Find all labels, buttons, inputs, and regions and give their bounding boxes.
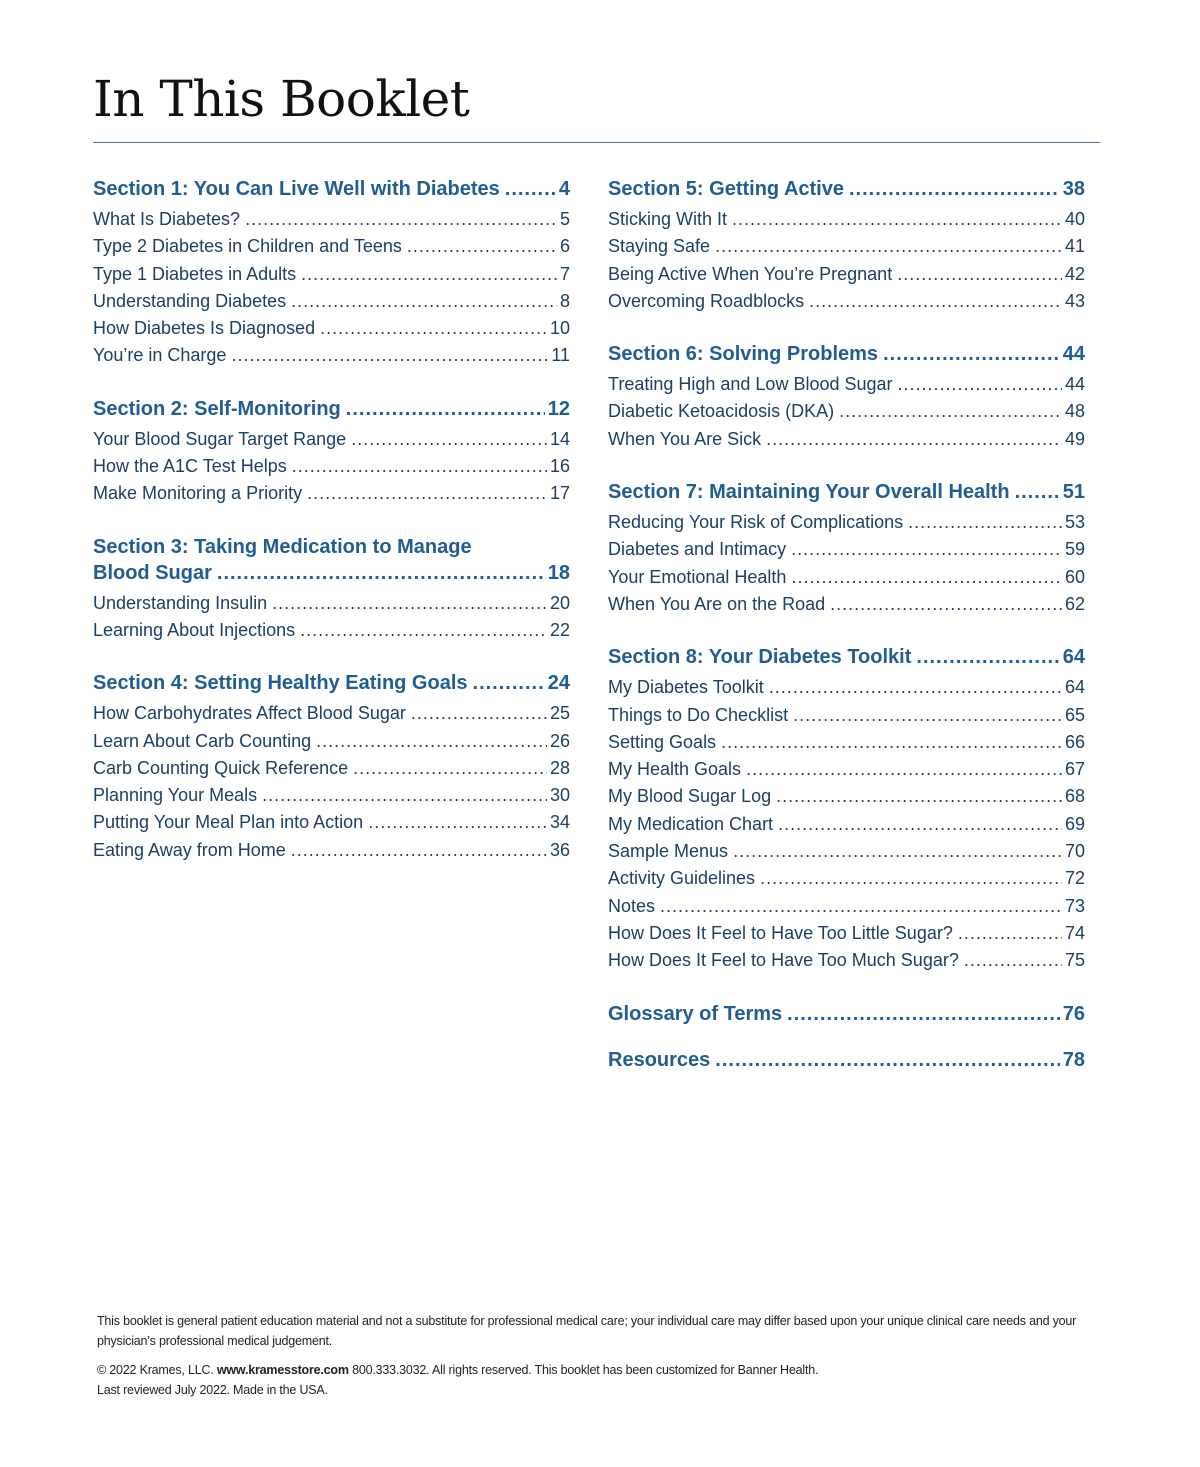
entry-label: Your Emotional Health (608, 566, 787, 587)
toc-entry[interactable] (93, 755, 570, 782)
dot-leader (1015, 479, 1060, 505)
entry-label: Your Blood Sugar Target Range (93, 428, 347, 449)
toc-entry[interactable] (608, 865, 1085, 892)
entry-page-number: 6 (559, 236, 570, 257)
section-page-number: 44 (1062, 343, 1085, 366)
entry-label: Reducing Your Risk of Complications (608, 512, 904, 533)
toc-entry[interactable] (608, 702, 1085, 729)
entry-label: When You Are Sick (608, 428, 762, 449)
toc-entry[interactable] (93, 782, 570, 809)
footer (97, 1311, 1097, 1400)
toc-entry[interactable] (608, 536, 1085, 563)
dot-leader (916, 644, 1059, 670)
page-title: In This Booklet (93, 70, 470, 128)
entry-page-number: 30 (549, 785, 570, 806)
entry-page-number: 36 (549, 839, 570, 860)
entry-page-number: 66 (1064, 731, 1085, 752)
entry-label: Treating High and Low Blood Sugar (608, 374, 893, 395)
title-divider (93, 142, 1100, 143)
entry-page-number: 72 (1064, 868, 1085, 889)
entry-label: Diabetic Ketoacidosis (DKA) (608, 401, 835, 422)
toc-entry[interactable] (608, 947, 1085, 974)
entry-label: Staying Safe (608, 236, 711, 257)
toc-entry[interactable] (608, 398, 1085, 425)
dot-leader (898, 371, 1062, 398)
glossary-page-number: 76 (1062, 1002, 1085, 1025)
entry-page-number: 5 (559, 209, 570, 229)
dot-leader (217, 560, 545, 586)
dot-leader (320, 315, 547, 342)
dot-leader (351, 426, 547, 453)
entry-page-number: 49 (1064, 428, 1085, 449)
dot-leader (791, 564, 1062, 591)
entry-page-number: 62 (1064, 593, 1085, 614)
dot-leader (883, 341, 1060, 367)
dot-leader (346, 396, 545, 422)
toc-entry[interactable] (93, 617, 570, 644)
dot-leader (660, 893, 1062, 920)
entry-page-number: 64 (1064, 677, 1085, 698)
toc-entry[interactable] (93, 315, 570, 342)
entry-label: Eating Away from Home (93, 839, 286, 860)
dot-leader (291, 288, 557, 315)
disclaimer-text: This booklet is general patient education material and not a substitute for professional medical care; your individual care may differ based upon your unique clinical care needs and your physician’s professional medical judgement. (97, 1314, 1077, 1348)
resources-heading[interactable] (608, 1047, 1085, 1073)
entry-page-number: 69 (1064, 813, 1085, 834)
entry-page-number: 68 (1064, 786, 1085, 807)
toc-entry[interactable] (608, 591, 1085, 618)
dot-leader (262, 782, 547, 809)
section-heading-line2 (93, 560, 570, 586)
dot-leader (908, 509, 1062, 536)
entry-label: Things to Do Checklist (608, 704, 789, 725)
toc-entry[interactable] (608, 261, 1085, 288)
toc-entry[interactable] (608, 674, 1085, 701)
entry-label: Carb Counting Quick Reference (93, 757, 349, 778)
dot-leader (245, 206, 557, 233)
entry-page-number: 73 (1064, 895, 1085, 916)
entry-label: How Does It Feel to Have Too Much Sugar? (608, 950, 959, 971)
entry-label: Setting Goals (608, 731, 717, 752)
entry-label: How Carbohydrates Affect Blood Sugar (93, 703, 406, 724)
toc-entry[interactable] (608, 206, 1085, 233)
toc-entry[interactable] (93, 453, 570, 480)
toc-section (93, 396, 570, 508)
toc-entry[interactable] (93, 837, 570, 864)
entry-label: What Is Diabetes? (93, 209, 241, 229)
section-page-number: 51 (1062, 481, 1085, 504)
entry-page-number: 10 (549, 318, 570, 339)
toc-entry[interactable] (93, 700, 570, 727)
dot-leader (732, 206, 1062, 233)
entry-page-number: 41 (1064, 236, 1085, 257)
section-heading-label: Section 1: You Can Live Well with Diabetes (93, 178, 500, 200)
entry-label: Sticking With It (608, 209, 728, 229)
section-heading[interactable] (608, 176, 1085, 202)
toc-entry[interactable] (608, 811, 1085, 838)
entry-page-number: 22 (549, 619, 570, 640)
section-page-number: 24 (547, 672, 570, 695)
entry-label: Understanding Diabetes (93, 290, 287, 311)
section-heading-label: Section 7: Maintaining Your Overall Health (608, 481, 1010, 504)
dot-leader (505, 176, 556, 202)
copyright-line (97, 1360, 1097, 1380)
section-heading-label: Section 3: Taking Medication to Manage (93, 535, 472, 558)
section-page-number: 4 (558, 178, 570, 200)
dot-leader (407, 233, 557, 260)
toc-entry[interactable] (608, 756, 1085, 783)
entry-label: How the A1C Test Helps (93, 456, 287, 477)
entry-label: When You Are on the Road (608, 593, 826, 614)
toc-entry[interactable] (608, 893, 1085, 920)
toc-entry[interactable] (608, 564, 1085, 591)
dot-leader (746, 756, 1062, 783)
dot-leader (316, 728, 547, 755)
toc-entry[interactable] (608, 371, 1085, 398)
dot-leader (353, 755, 547, 782)
toc-entry[interactable] (608, 426, 1085, 453)
dot-leader (301, 261, 557, 288)
toc-section (608, 644, 1085, 974)
toc-section (608, 479, 1085, 618)
section-page-number: 38 (1062, 178, 1085, 200)
dot-leader (791, 536, 1062, 563)
toc-entry[interactable] (93, 426, 570, 453)
entry-page-number: 42 (1064, 263, 1085, 284)
glossary-heading[interactable] (608, 1001, 1085, 1027)
copyright-prefix: © 2022 Krames, LLC. (97, 1363, 214, 1377)
entry-page-number: 20 (549, 592, 570, 613)
section-heading[interactable] (608, 479, 1085, 505)
copyright-suffix: 800.333.3032. All rights reserved. This booklet has been customized for Banner Health. (352, 1363, 819, 1377)
dot-leader (291, 837, 547, 864)
entry-label: Learning About Injections (93, 619, 296, 640)
toc-section (608, 176, 1085, 315)
toc-section (93, 534, 570, 645)
dot-leader (721, 729, 1062, 756)
toc-entry[interactable] (93, 206, 570, 233)
entry-page-number: 59 (1064, 539, 1085, 560)
entry-page-number: 8 (559, 290, 570, 311)
section-heading-label: Section 5: Getting Active (608, 178, 844, 200)
entry-label: Putting Your Meal Plan into Action (93, 812, 364, 833)
entry-label: Type 1 Diabetes in Adults (93, 263, 297, 284)
entry-page-number: 44 (1064, 374, 1085, 395)
dot-leader (793, 702, 1062, 729)
toc-entry[interactable] (608, 920, 1085, 947)
reviewed-line: Last reviewed July 2022. Made in the USA. (97, 1383, 328, 1397)
entry-page-number: 11 (551, 345, 570, 366)
entry-page-number: 25 (549, 703, 570, 724)
dot-leader (809, 288, 1062, 315)
toc-entry[interactable] (93, 261, 570, 288)
dot-leader (733, 838, 1062, 865)
entry-page-number: 48 (1064, 401, 1085, 422)
entry-label: Type 2 Diabetes in Children and Teens (93, 236, 402, 257)
entry-page-number: 67 (1064, 759, 1085, 780)
toc-entry[interactable] (608, 509, 1085, 536)
section-heading[interactable] (93, 670, 570, 696)
entry-page-number: 14 (549, 428, 570, 449)
entry-label: Make Monitoring a Priority (93, 483, 303, 504)
entry-page-number: 26 (549, 730, 570, 751)
toc-entry[interactable] (608, 838, 1085, 865)
toc-section (608, 341, 1085, 453)
entry-label: How Does It Feel to Have Too Little Sugar? (608, 922, 953, 943)
dot-leader (766, 426, 1062, 453)
dot-leader (778, 811, 1062, 838)
toc-entry[interactable] (93, 809, 570, 836)
entry-page-number: 34 (549, 812, 570, 833)
dot-leader (964, 947, 1062, 974)
entry-label: Notes (608, 895, 656, 916)
entry-page-number: 65 (1064, 704, 1085, 725)
entry-page-number: 40 (1064, 209, 1085, 229)
dot-leader (849, 176, 1060, 202)
toc-entry[interactable] (93, 728, 570, 755)
dot-leader (715, 233, 1062, 260)
section-page-number: 64 (1062, 646, 1085, 669)
entry-label: How Diabetes Is Diagnosed (93, 318, 316, 339)
resources-label: Resources (608, 1048, 711, 1071)
section-heading[interactable] (608, 644, 1085, 670)
entry-page-number: 75 (1064, 950, 1085, 971)
entry-label: Understanding Insulin (93, 592, 268, 613)
resources-page-number: 78 (1062, 1048, 1085, 1071)
section-heading[interactable] (93, 396, 570, 422)
entry-page-number: 70 (1064, 841, 1085, 862)
toc-section (93, 176, 570, 370)
dot-leader (830, 591, 1062, 618)
entry-page-number: 7 (559, 263, 570, 284)
dot-leader (231, 342, 548, 369)
entry-label: My Medication Chart (608, 813, 774, 834)
entry-label: Overcoming Roadblocks (608, 290, 805, 311)
toc-entry[interactable] (608, 729, 1085, 756)
toc-entry[interactable] (93, 342, 570, 369)
entry-label: Being Active When You’re Pregnant (608, 263, 893, 284)
toc-entry[interactable] (93, 480, 570, 507)
toc-entry[interactable] (93, 590, 570, 617)
dot-leader (411, 700, 547, 727)
dot-leader (958, 920, 1062, 947)
dot-leader (769, 674, 1062, 701)
entry-page-number: 74 (1064, 922, 1085, 943)
entry-label: My Blood Sugar Log (608, 786, 772, 807)
toc-left-column (93, 176, 570, 890)
dot-leader (292, 453, 547, 480)
entry-page-number: 60 (1064, 566, 1085, 587)
toc-entry[interactable] (93, 288, 570, 315)
entry-label: Learn About Carb Counting (93, 730, 312, 751)
dot-leader (368, 809, 547, 836)
toc-section (93, 670, 570, 864)
dot-leader (787, 1001, 1060, 1027)
entry-label: Diabetes and Intimacy (608, 539, 787, 560)
section-heading[interactable] (93, 534, 570, 586)
dot-leader (760, 865, 1062, 892)
toc-right-column (608, 176, 1085, 1093)
toc-entry[interactable] (93, 233, 570, 260)
toc-entry[interactable] (608, 288, 1085, 315)
section-heading-label: Section 2: Self-Monitoring (93, 397, 341, 420)
section-heading-label: Section 4: Setting Healthy Eating Goals (93, 672, 468, 695)
entry-label: Sample Menus (608, 841, 729, 862)
section-heading-label: Section 6: Solving Problems (608, 343, 879, 366)
section-heading[interactable] (93, 176, 570, 202)
toc-entry[interactable] (608, 233, 1085, 260)
section-heading-label: Section 8: Your Diabetes Toolkit (608, 646, 912, 669)
entry-label: Activity Guidelines (608, 868, 756, 889)
entry-label: My Health Goals (608, 759, 742, 780)
dot-leader (473, 670, 545, 696)
entry-label: Planning Your Meals (93, 785, 258, 806)
entry-label: You’re in Charge (93, 345, 227, 366)
dot-leader (300, 617, 547, 644)
section-page-number: 18 (547, 561, 570, 584)
dot-leader (715, 1047, 1059, 1073)
dot-leader (776, 783, 1062, 810)
entry-page-number: 28 (549, 757, 570, 778)
entry-page-number: 43 (1064, 290, 1085, 311)
toc-entry[interactable] (608, 783, 1085, 810)
website-link[interactable]: www.kramesstore.com (216, 1363, 349, 1377)
entry-page-number: 53 (1064, 512, 1085, 533)
dot-leader (839, 398, 1062, 425)
section-heading[interactable] (608, 341, 1085, 367)
dot-leader (272, 590, 547, 617)
dot-leader (897, 261, 1062, 288)
section-page-number: 12 (547, 397, 570, 420)
entry-label: My Diabetes Toolkit (608, 677, 764, 698)
entry-page-number: 17 (549, 483, 570, 504)
glossary-label: Glossary of Terms (608, 1002, 783, 1025)
entry-page-number: 16 (549, 456, 570, 477)
dot-leader (307, 480, 547, 507)
section-heading-label-cont: Blood Sugar (93, 561, 212, 584)
